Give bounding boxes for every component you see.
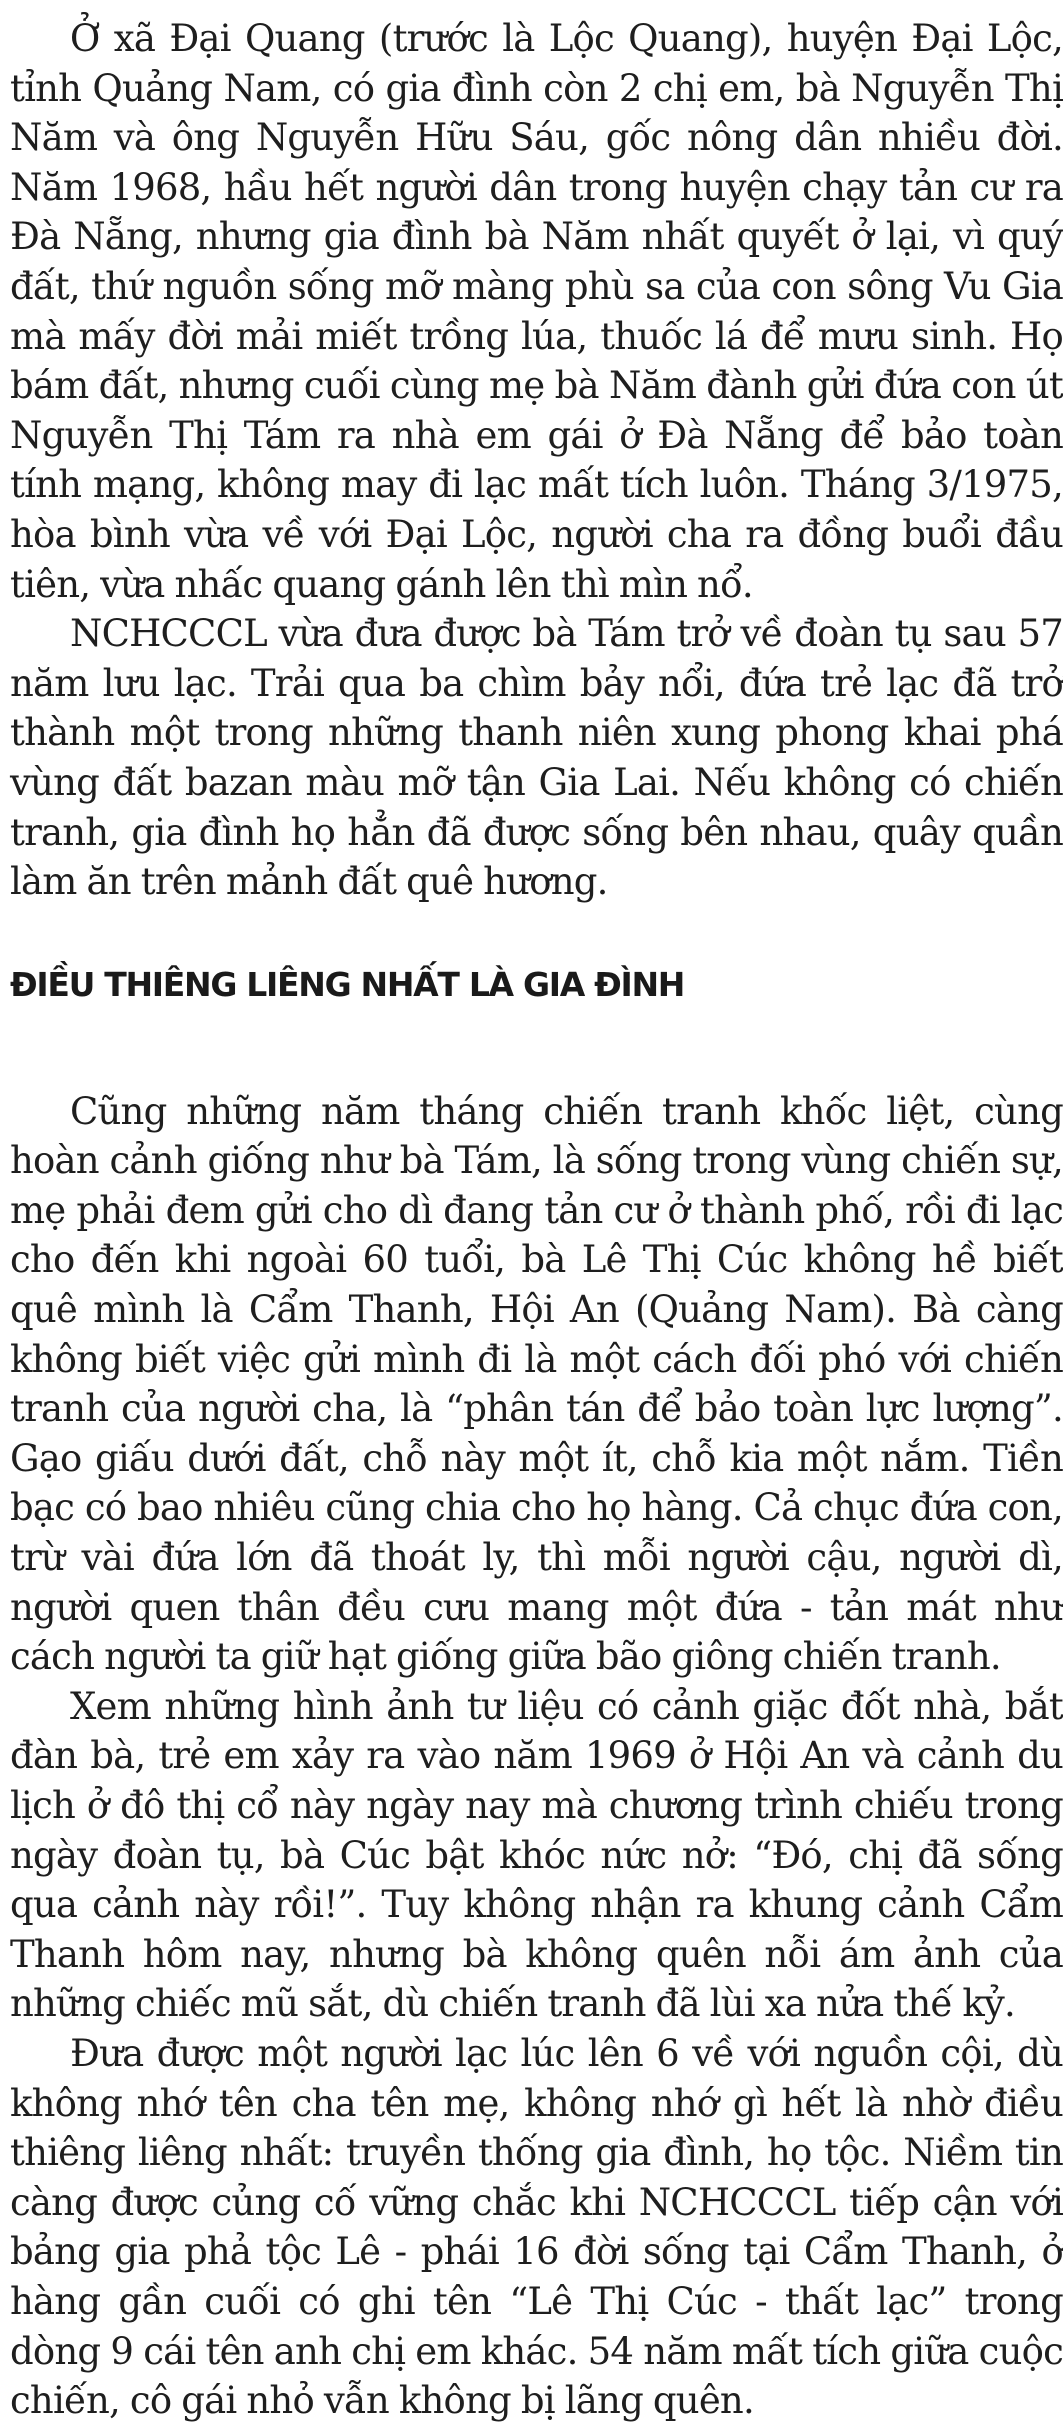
paragraph-ba-tam-reunion: NCHCCCL vừa đưa được bà Tám trở về đoàn tụ sau 57 năm lưu lạc. Trải qua ba chìm bảy nổi, đứa trẻ lạc đã trở thành một trong những thanh niên xung phong khai phá vùng đất bazan màu mỡ tận Gia Lai. Nếu không có chiến tranh, gia đình họ hẳn đã được sống bên nhau, quây quần làm ăn trên mảnh đất quê hương. xyxy=(10,612,1063,904)
paragraph-family-genealogy: Đưa được một người lạc lúc lên 6 về với nguồn cội, dù không nhớ tên cha tên mẹ, không nhớ gì hết là nhờ điều thiêng liêng nhất: truyền thống gia đình, họ tộc. Niềm tin càng được củng cố vững chắc khi NCHCCCL tiếp cận với bảng gia phả tộc Lê - phái 16 đời sống tại Cẩm Thanh, ở hàng gần cuối có ghi tên “Lê Thị Cúc - thất lạc” trong dòng 9 cái tên anh chị em khác. 54 năm mất tích giữa cuộc chiến, cô gái nhỏ vẫn không bị lãng quên. xyxy=(10,2031,1063,2423)
paragraph-dai-quang: Ở xã Đại Quang (trước là Lộc Quang), huyện Đại Lộc, tỉnh Quảng Nam, có gia đình còn 2 chị em, bà Nguyễn Thị Năm và ông Nguyễn Hữu Sáu, gốc nông dân nhiều đời. Năm 1968, hầu hết người dân trong huyện chạy tản cư ra Đà Nẵng, nhưng gia đình bà Năm nhất quyết ở lại, vì quý đất, thứ nguồn sống mỡ màng phù sa của con sông Vu Gia mà mấy đời mải miết trồng lúa, thuốc lá để mưu sinh. Họ bám đất, nhưng cuối cùng mẹ bà Năm đành gửi đứa con út Nguyễn Thị Tám ra nhà em gái ở Đà Nẵng để bảo toàn tính mạng, không may đi lạc mất tích luôn. Tháng 3/1975, hòa bình vừa về với Đại Lộc, người cha ra đồng buổi đầu tiên, vừa nhấc quang gánh lên thì mìn nổ. xyxy=(10,17,1063,606)
paragraph-historical-footage: Xem những hình ảnh tư liệu có cảnh giặc đốt nhà, bắt đàn bà, trẻ em xảy ra vào năm 1969 ở Hội An và cảnh du lịch ở đô thị cổ này ngày nay mà chương trình chiếu trong ngày đoàn tụ, bà Cúc bật khóc nức nở: “Đó, chị đã sống qua cảnh này rồi!”. Tuy không nhận ra khung cảnh Cẩm Thanh hôm nay, nhưng bà không quên nỗi ám ảnh của những chiếc mũ sắt, dù chiến tranh đã lùi xa nửa thế kỷ. xyxy=(10,1684,1063,2026)
paragraph-ba-cuc-story: Cũng những năm tháng chiến tranh khốc liệt, cùng hoàn cảnh giống như bà Tám, là sống trong vùng chiến sự, mẹ phải đem gửi cho dì đang tản cư ở thành phố, rồi đi lạc cho đến khi ngoài 60 tuổi, bà Lê Thị Cúc không hề biết quê mình là Cẩm Thanh, Hội An (Quảng Nam). Bà càng không biết việc gửi mình đi là một cách đối phó với chiến tranh của người cha, là “phân tán để bảo toàn lực lượng”. Gạo giấu dưới đất, chỗ này một ít, chỗ kia một nắm. Tiền bạc có bao nhiêu cũng chia cho họ hàng. Cả chục đứa con, trừ vài đứa lớn đã thoát ly, thì mỗi người cậu, người dì, người quen thân đều cưu mang một đứa - tản mát như cách người ta giữ hạt giống giữa bão giông chiến tranh. xyxy=(10,1089,1063,1679)
article-page xyxy=(10,14,1063,2426)
section-heading: ĐIỀU THIÊNG LIÊNG NHẤT LÀ GIA ĐÌNH xyxy=(10,964,685,1004)
